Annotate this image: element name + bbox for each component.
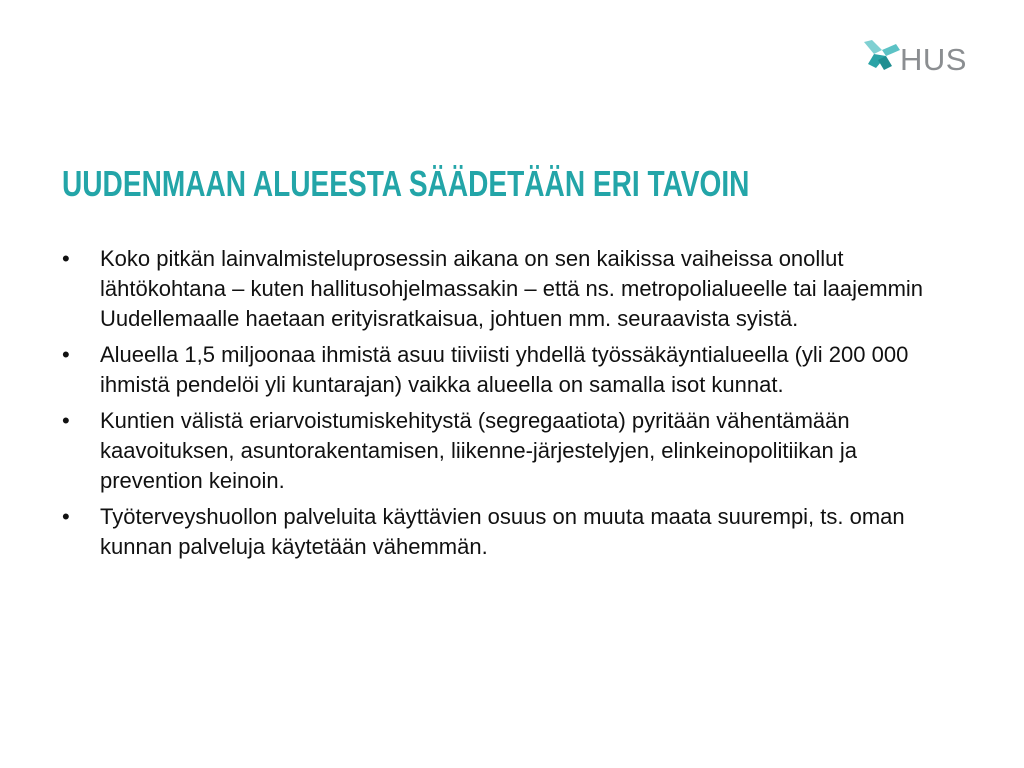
hus-cross-icon — [862, 38, 902, 72]
bullet-marker: • — [62, 342, 70, 367]
bullet-item — [62, 502, 952, 562]
bullet-marker: • — [62, 408, 70, 433]
bullet-text: Koko pitkän lainvalmisteluprosessin aikana on sen kaikissa vaiheissa onollut lähtökohtana – kuten hallitusohjelmassakin – että ns. metropolialueelle tai laajemmin Uudellemaalle haetaan erityisratkaisua, johtuen mm. seuraavista syistä. — [100, 246, 924, 331]
bullet-list — [62, 244, 952, 568]
bullet-marker: • — [62, 504, 70, 529]
bullet-item — [62, 340, 952, 400]
bullet-marker: • — [62, 246, 70, 271]
bullet-text: Kuntien välistä eriarvoistumiskehitystä (segregaatiota) pyritään vähentämään kaavoituksen, asuntorakentamisen, liikenne-järjestelyjen, elinkeinopolitiikan ja prevention keinoin. — [100, 408, 857, 493]
bullet-text: Alueella 1,5 miljoonaa ihmistä asuu tiiviisti yhdellä työssäkäyntialueella (yli 200 000 ihmistä pendelöi yli kuntarajan) vaikka alueella on samalla isot kunnat. — [100, 342, 909, 397]
bullet-item — [62, 244, 952, 334]
bullet-text: Työterveyshuollon palveluita käyttävien osuus on muuta maata suurempi, ts. oman kunnan palveluja käytetään vähemmän. — [100, 504, 905, 559]
logo-text: HUS — [900, 42, 967, 77]
slide-title: UUDENMAAN ALUEESTA SÄÄDETÄÄN ERI TAVOIN — [62, 163, 750, 204]
hus-logo — [862, 38, 977, 86]
bullet-item — [62, 406, 952, 496]
